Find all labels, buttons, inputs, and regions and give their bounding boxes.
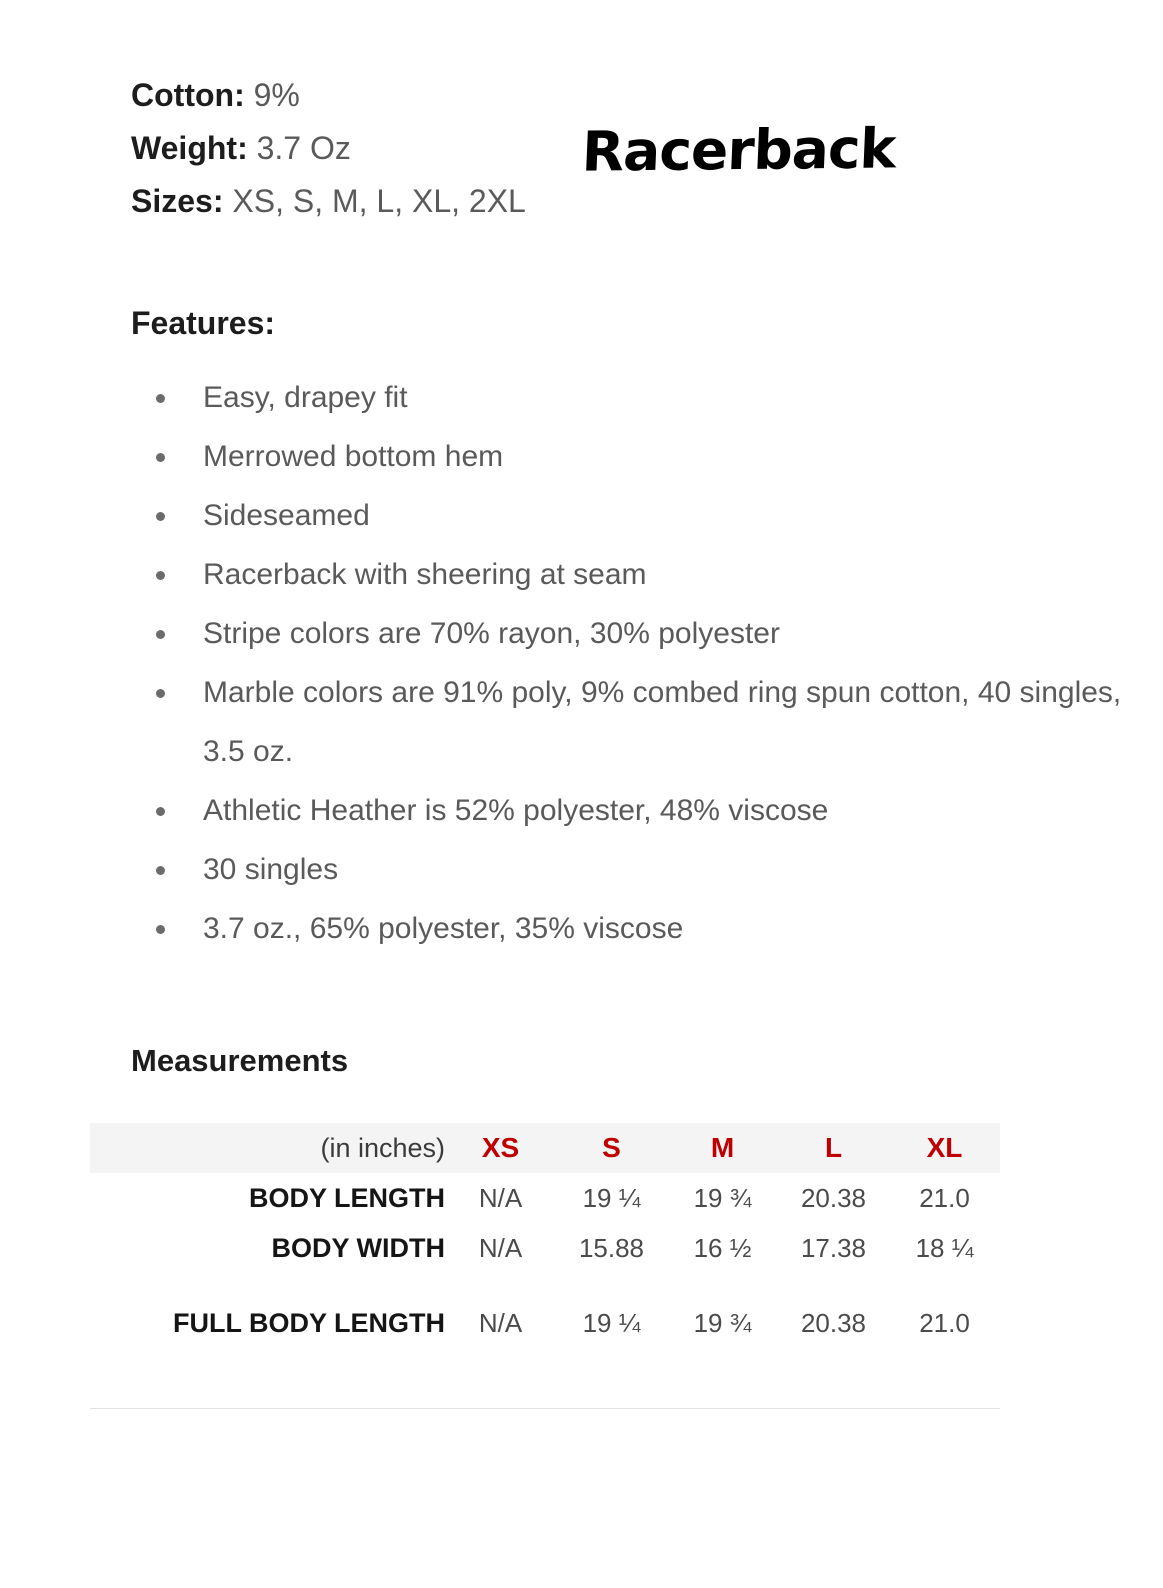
table-header-row (90, 1123, 1000, 1173)
list-item: Marble colors are 91% poly, 9% combed ring spun cotton, 40 singles, 3.5 oz. (131, 663, 1163, 781)
table-header-m: M (710, 1132, 735, 1163)
table-header-xl: XL (926, 1132, 963, 1163)
list-item: Easy, drapey fit (131, 368, 1091, 427)
table-corner-label: (in inches) (320, 1132, 445, 1163)
cell-full-body-length-l: 20.38 (800, 1307, 867, 1338)
measurements-heading: Measurements (131, 1043, 349, 1078)
cell-body-length-xl: 21.0 (919, 1182, 970, 1213)
cell-body-width-m: 16 ½ (693, 1232, 752, 1263)
spec-value-weight: 3.7 Oz (256, 130, 351, 166)
spec-label-sizes: Sizes: (131, 183, 224, 219)
spec-label-weight: Weight: (131, 130, 248, 166)
cell-full-body-length-xs: N/A (478, 1307, 523, 1338)
row-label-body-width: BODY WIDTH (271, 1233, 445, 1263)
table-header-xs: XS (481, 1132, 520, 1163)
cell-full-body-length-m: 19 ¾ (693, 1307, 752, 1338)
table-header-s: S (602, 1132, 621, 1163)
measurements-table (90, 1123, 1000, 1373)
list-item: Sideseamed (131, 486, 1091, 545)
table-header-l: L (824, 1132, 843, 1163)
spec-line-sizes (131, 175, 751, 228)
row-label-full-body-length: FULL BODY LENGTH (172, 1308, 445, 1338)
spec-value-cotton: 9% (253, 77, 300, 113)
cell-body-width-xl: 18 ¼ (915, 1232, 974, 1263)
list-item: 30 singles (131, 840, 1091, 899)
list-item: Merrowed bottom hem (131, 427, 1091, 486)
features-heading: Features: (131, 305, 276, 341)
cell-body-width-xs: N/A (478, 1232, 523, 1263)
features-list (131, 368, 1122, 958)
cell-body-width-l: 17.38 (800, 1232, 867, 1263)
cell-full-body-length-s: 19 ¼ (582, 1307, 641, 1338)
cell-body-length-s: 19 ¼ (582, 1182, 641, 1213)
cell-body-length-l: 20.38 (800, 1182, 867, 1213)
footer-divider (90, 1408, 1000, 1409)
cell-body-length-m: 19 ¾ (693, 1182, 752, 1213)
list-item: Racerback with sheering at seam (131, 545, 1091, 604)
cell-body-width-s: 15.88 (578, 1232, 645, 1263)
spec-label-cotton: Cotton: (131, 77, 245, 113)
table-row (90, 1273, 1000, 1373)
spec-value-sizes: XS, S, M, L, XL, 2XL (232, 183, 526, 219)
cell-body-length-xs: N/A (478, 1182, 523, 1213)
list-item: 3.7 oz., 65% polyester, 35% viscose (131, 899, 1091, 958)
list-item: Stripe colors are 70% rayon, 30% polyester (131, 604, 1091, 663)
cell-full-body-length-xl: 21.0 (919, 1307, 970, 1338)
table-row (90, 1173, 1000, 1223)
table-row (90, 1223, 1000, 1273)
racerback-logo: Racerback (580, 116, 897, 184)
list-item: Athletic Heather is 52% polyester, 48% viscose (131, 781, 1091, 840)
row-label-body-length: BODY LENGTH (248, 1183, 445, 1213)
